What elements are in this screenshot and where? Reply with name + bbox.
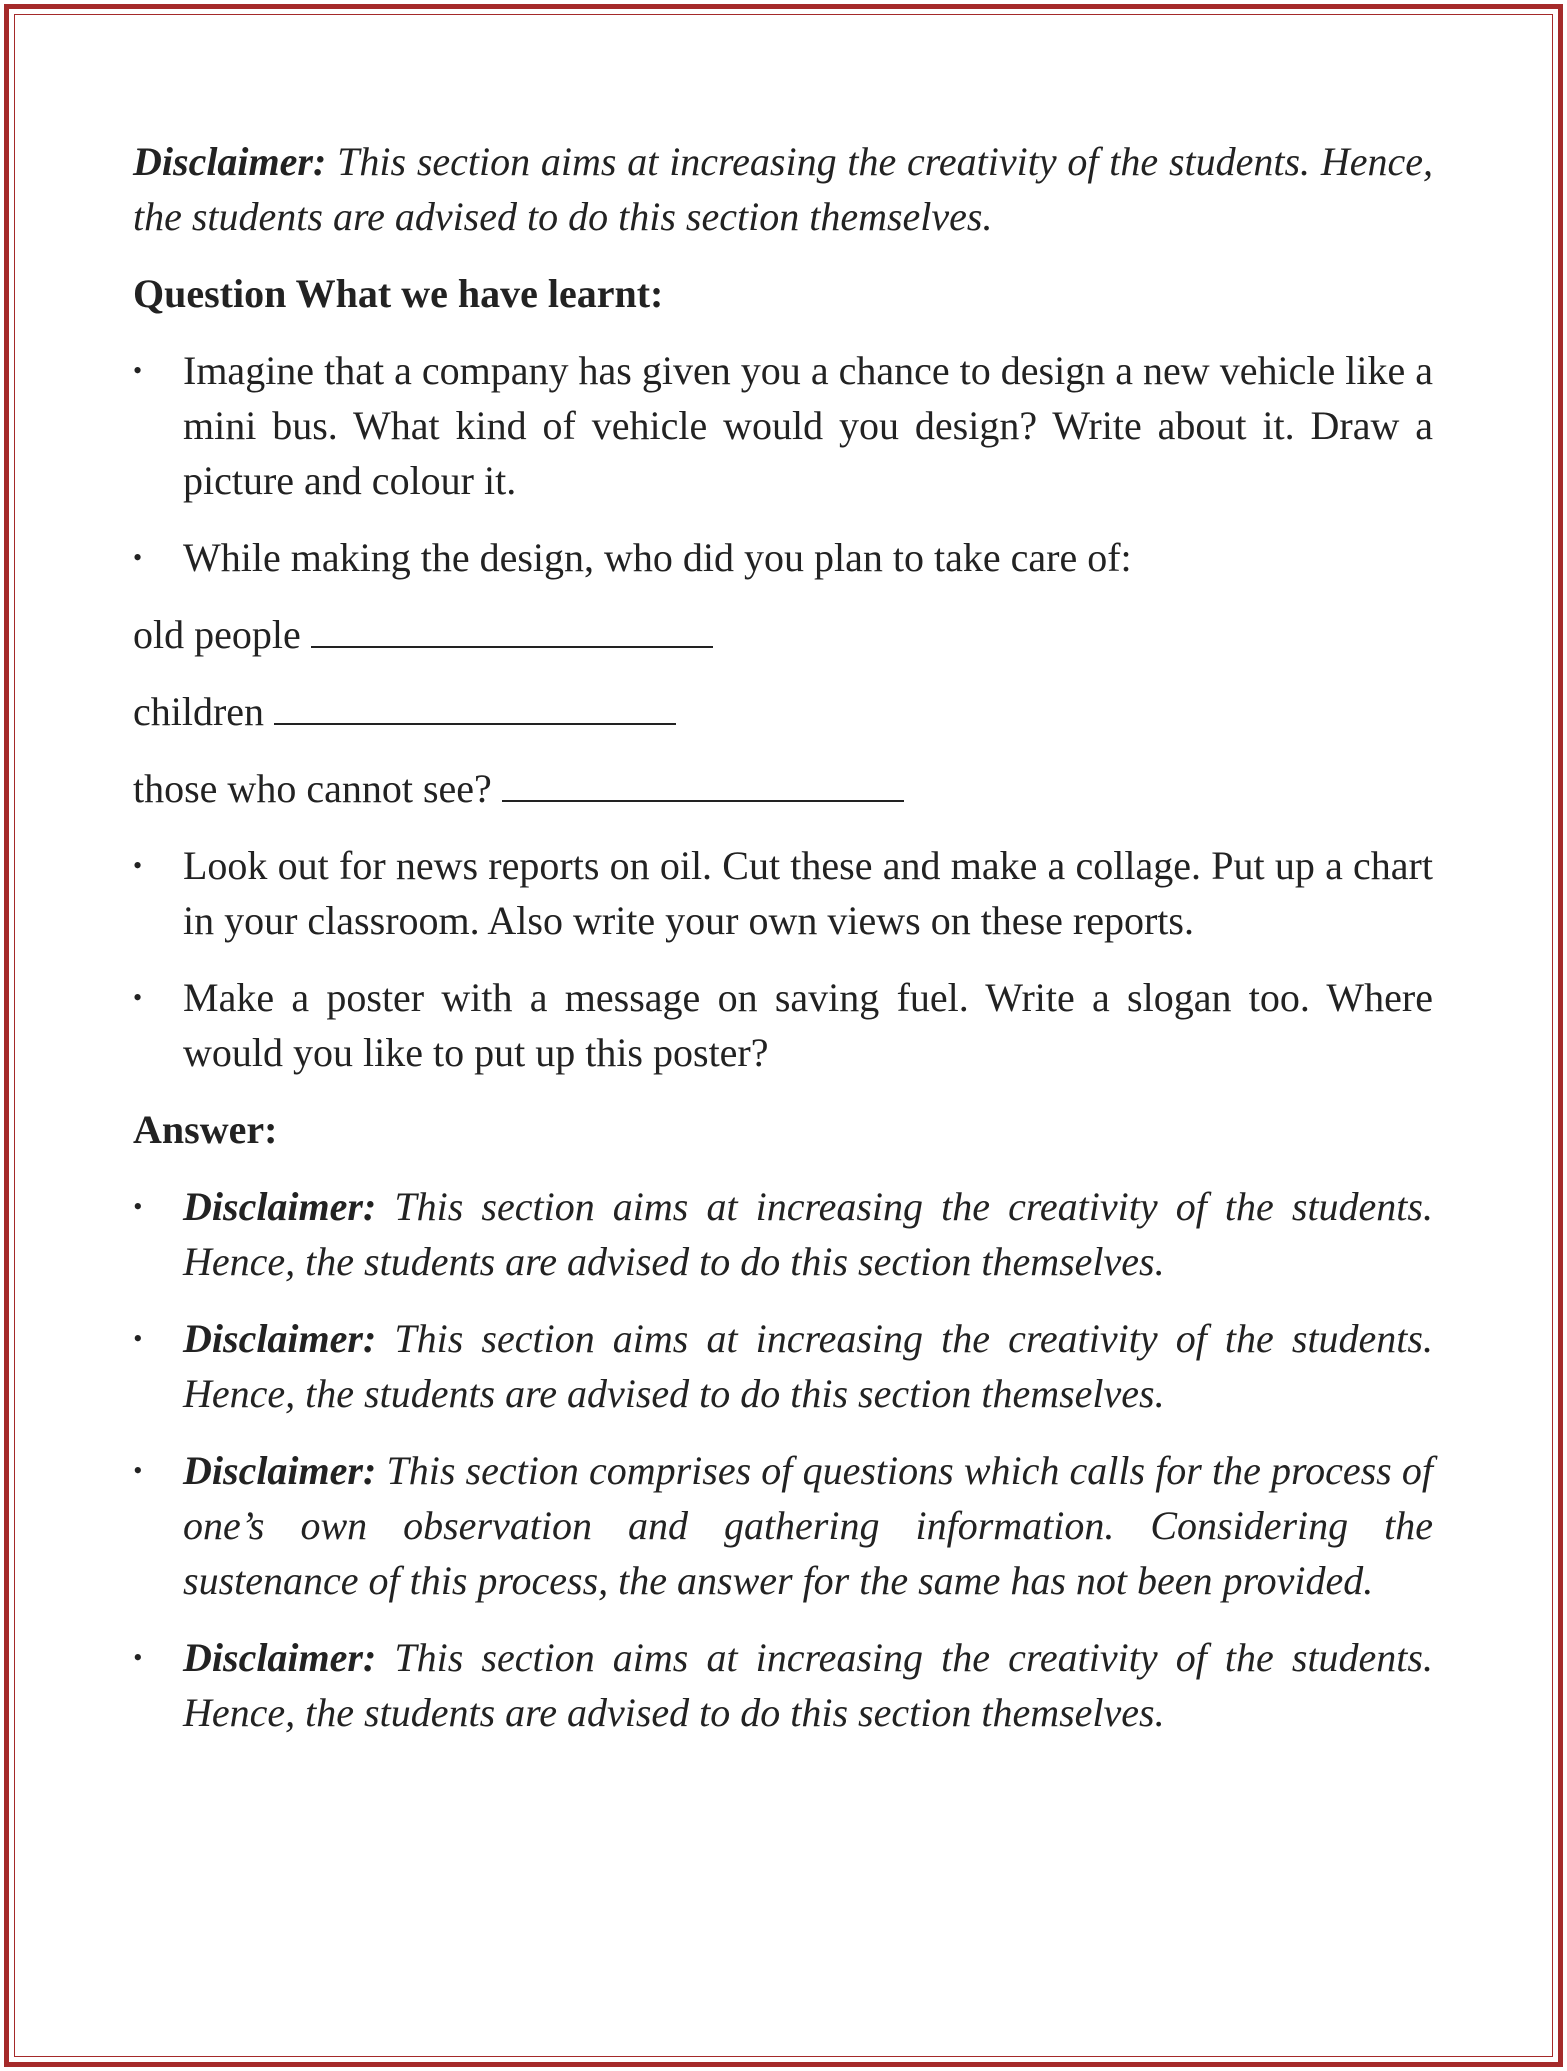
answer-disclaimer-text: This section aims at increasing the creativity of the students. Hence, the students are advised to do this section themselves. (183, 1635, 1433, 1735)
intro-disclaimer-text: This section aims at increasing the creativity of the students. Hence, the students are advised to do this section themselves. (133, 139, 1433, 239)
answer-bullet (133, 1179, 1433, 1289)
answer-bullet (133, 1311, 1433, 1421)
fill-blank-field[interactable] (274, 719, 676, 725)
fill-blank-line (133, 607, 1433, 662)
answer-disclaimer-text: This section aims at increasing the creativity of the students. Hence, the students are advised to do this section themselves. (183, 1316, 1433, 1416)
question-bullet (133, 343, 1433, 508)
answer-disclaimer-label: Disclaimer: (183, 1635, 377, 1680)
intro-disclaimer-label: Disclaimer: (133, 139, 327, 184)
fill-blank-field[interactable] (311, 642, 713, 648)
answer-disclaimer-label: Disclaimer: (183, 1316, 377, 1361)
question-bullet (133, 530, 1433, 585)
bullet-dot: • (133, 1324, 143, 1353)
question-bullet-text: Make a poster with a message on saving fuel. Write a slogan too. Where would you like to put up this poster? (183, 975, 1433, 1075)
question-bullet-text: Imagine that a company has given you a chance to design a new vehicle like a mini bus. What kind of vehicle would you design? Write about it. Draw a picture and colour it. (183, 348, 1433, 503)
bullet-dot: • (133, 983, 143, 1012)
bullet-dot: • (133, 1643, 143, 1672)
question-bullet-text: While making the design, who did you plan to take care of: (183, 535, 1132, 580)
answer-disclaimer-text: This section aims at increasing the creativity of the students. Hence, the students are advised to do this section themselves. (183, 1184, 1433, 1284)
answer-bullet (133, 1630, 1433, 1740)
answer-bullet (133, 1443, 1433, 1608)
bullet-dot: • (133, 1456, 143, 1485)
bullet-dot: • (133, 1192, 143, 1221)
fill-blank-field[interactable] (502, 796, 904, 802)
intro-disclaimer (133, 134, 1433, 244)
fill-blank-label: those who cannot see? (133, 766, 492, 811)
answer-heading: Answer: (133, 1107, 278, 1152)
question-bullet (133, 970, 1433, 1080)
question-heading: Question What we have learnt: (133, 271, 664, 316)
answer-disclaimer-text: This section comprises of questions which calls for the process of one’s own observation and gathering information. Considering the sustenance of this process, the answer for the same has not been provided. (183, 1448, 1433, 1603)
answer-disclaimer-label: Disclaimer: (183, 1448, 377, 1493)
bullet-dot: • (133, 851, 143, 880)
question-bullet (133, 838, 1433, 948)
bullet-dot: • (133, 356, 143, 385)
fill-blank-label: children (133, 689, 265, 734)
bullet-dot: • (133, 543, 143, 572)
answer-disclaimer-label: Disclaimer: (183, 1184, 377, 1229)
fill-blank-label: old people (133, 612, 301, 657)
fill-blank-line (133, 684, 1433, 739)
question-bullet-text: Look out for news reports on oil. Cut these and make a collage. Put up a chart in your classroom. Also write your own views on these reports. (183, 843, 1433, 943)
document-content (133, 134, 1433, 1762)
fill-blank-line (133, 761, 1433, 816)
